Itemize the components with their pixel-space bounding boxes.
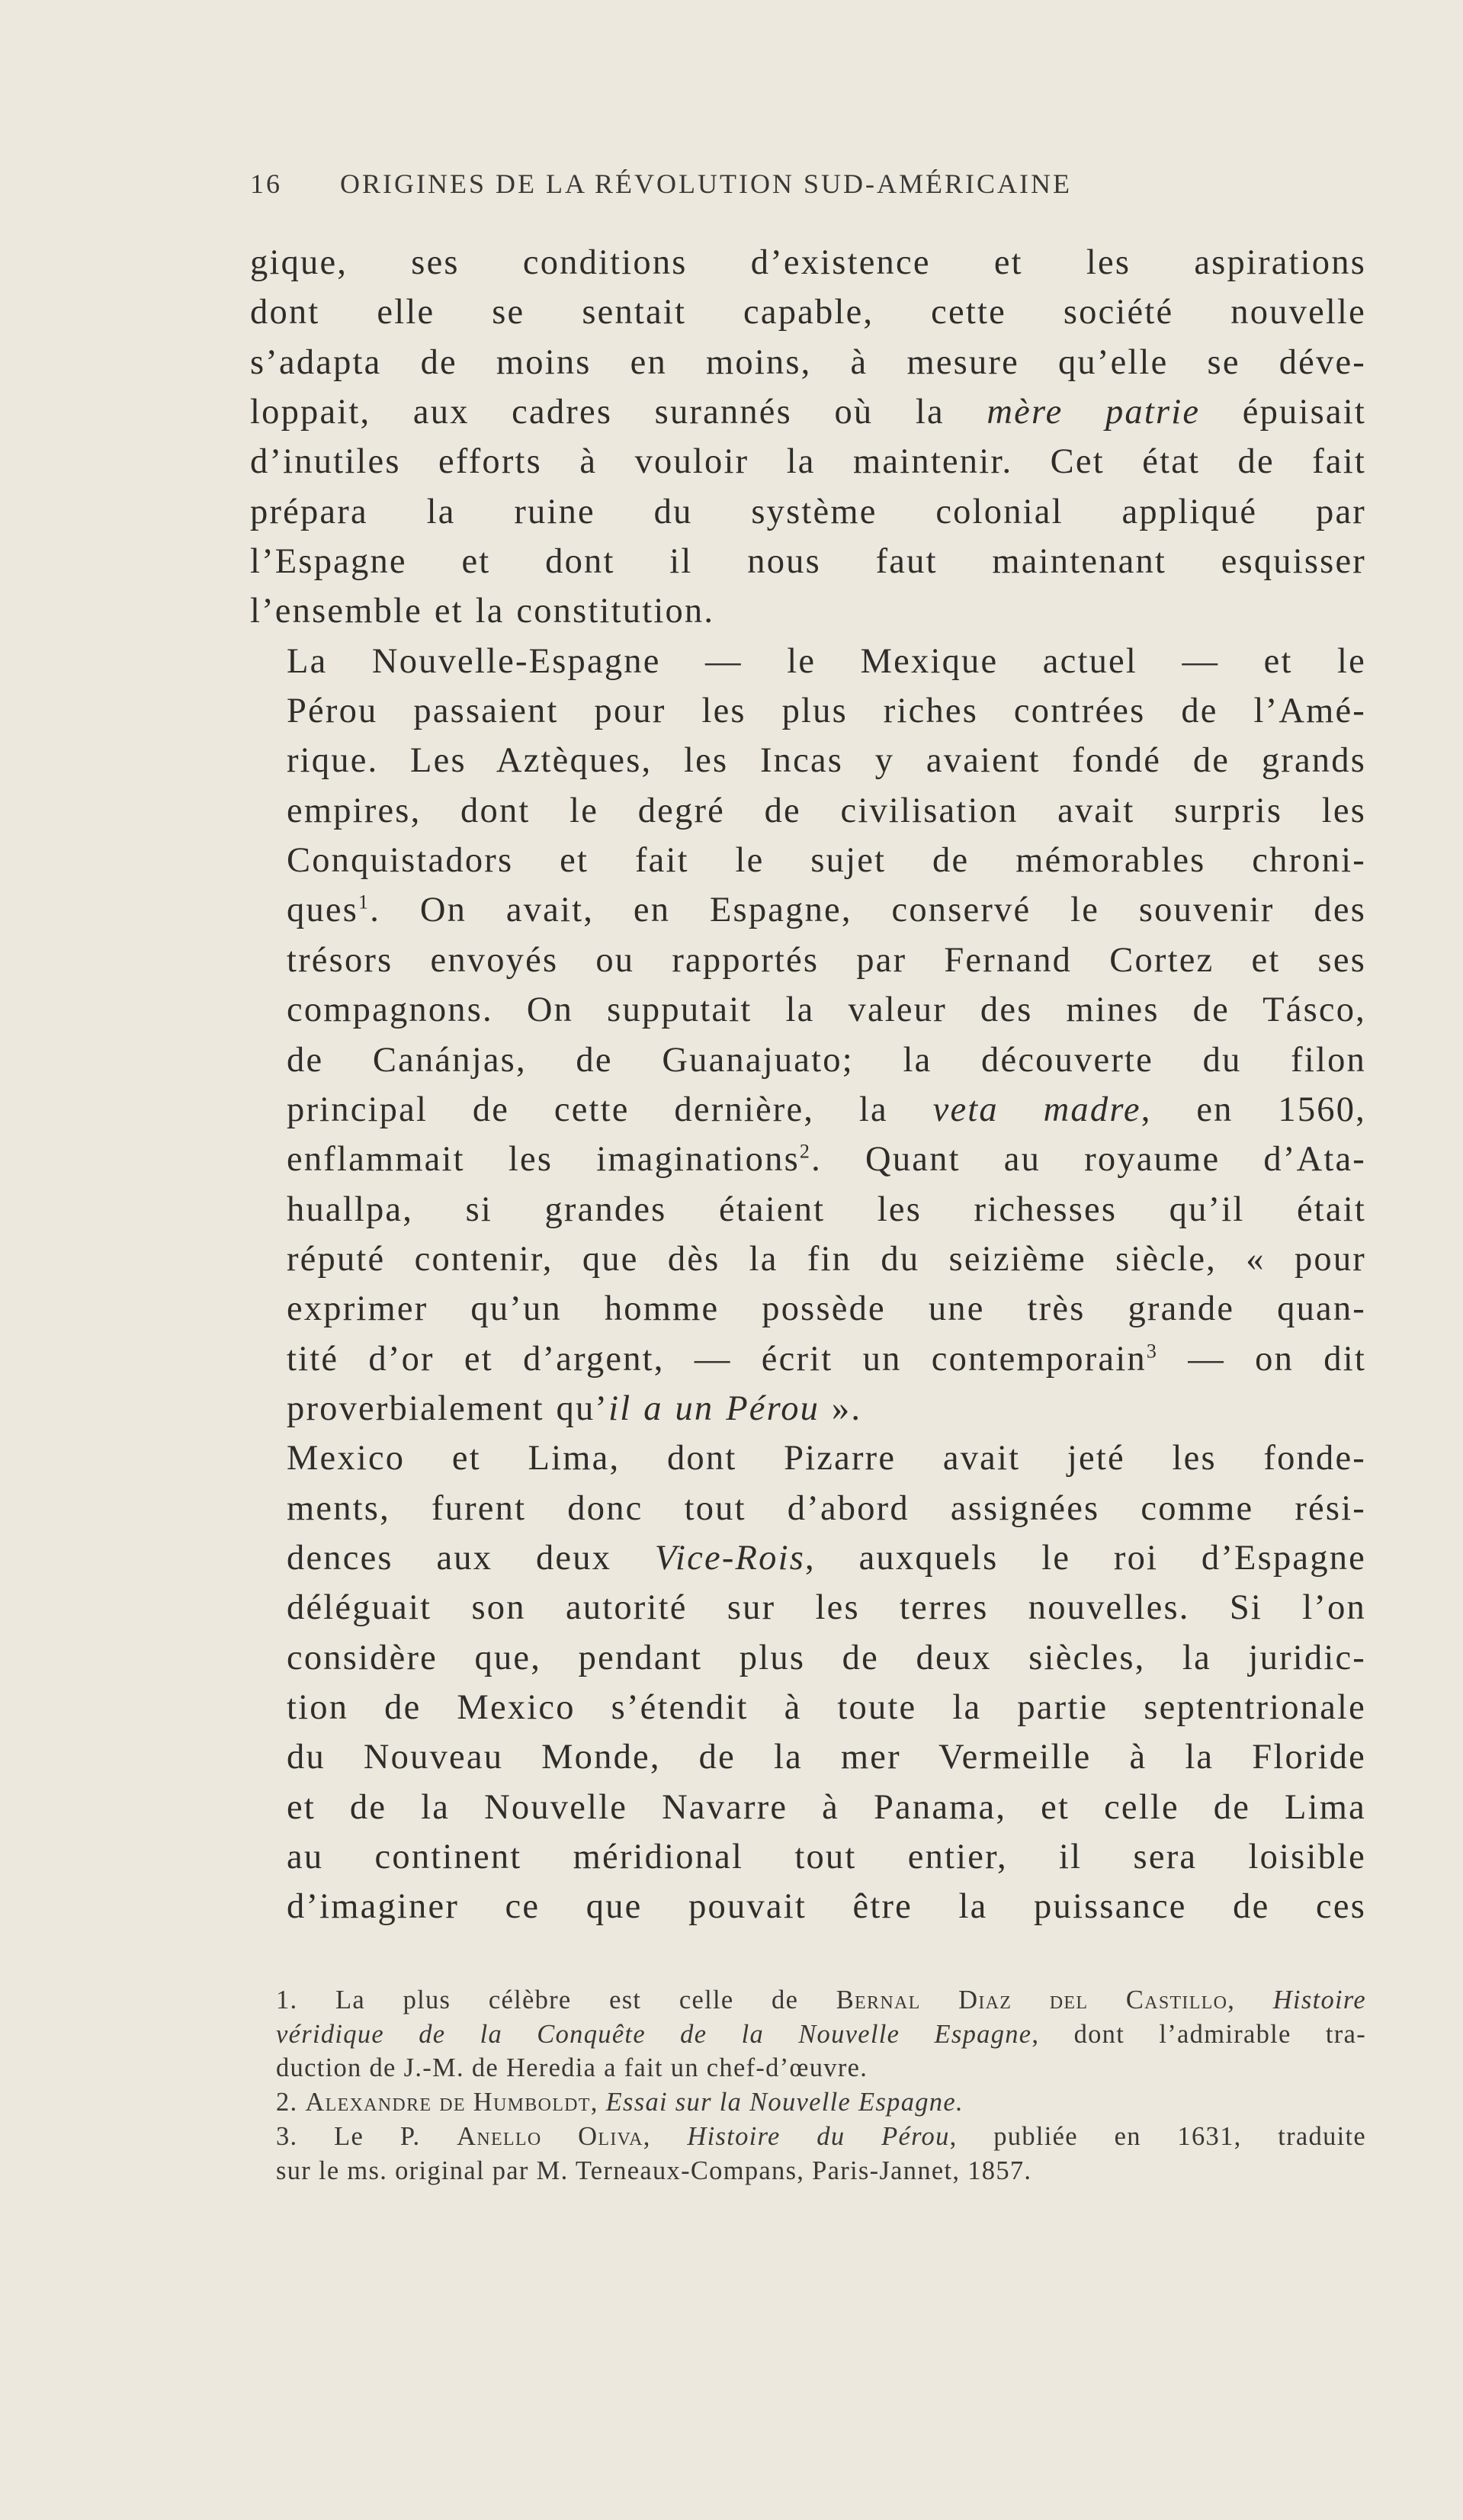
- text-line: Conquistadors et fait le sujet de mémorables chroni-: [287, 841, 1366, 881]
- text-line: trésors envoyés ou rapportés par Fernand Cortez et ses: [287, 940, 1366, 980]
- text-line: proverbialement qu’il a un Pérou ».: [287, 1388, 862, 1428]
- body-text: [250, 238, 1366, 1932]
- text-line: dont elle se sentait capable, cette société nouvelle: [250, 293, 1366, 332]
- text-line: huallpa, si grandes étaient les richesses qu’il était: [287, 1189, 1366, 1229]
- text-line: de Canánjas, de Guanajuato; la découverte du filon: [287, 1040, 1366, 1080]
- text-line: Mexico et Lima, dont Pizarre avait jeté les fonde-: [287, 1439, 1366, 1478]
- text-line: gique, ses conditions d’existence et les aspirations: [250, 243, 1366, 282]
- footnote-3: [250, 2120, 1366, 2188]
- book-title: Histoire du Pérou: [687, 2121, 950, 2151]
- text-line: tité d’or et d’argent, — écrit un contemporain$^3$ — on dit: [287, 1339, 1366, 1379]
- text-line: dences aux deux Vice-Rois, auxquels le roi d’Espagne: [287, 1538, 1366, 1578]
- footnote-ref-3: 3: [1146, 1340, 1159, 1363]
- text-line: au continent méridional tout entier, il sera loisible: [287, 1838, 1366, 1876]
- text-line: principal de cette dernière, la veta madre, en 1560,: [287, 1090, 1366, 1129]
- paragraph-3: [250, 1433, 1366, 1931]
- text-line: considère que, pendant plus de deux siècles, la juridic-: [287, 1638, 1366, 1677]
- text-line: tion de Mexico s’étendit à toute la partie septentrionale: [287, 1687, 1366, 1727]
- text-line: compagnons. On supputait la valeur des mines de Tásco,: [287, 990, 1366, 1030]
- footnote-ref-1: 1: [358, 891, 371, 913]
- author-name: Bernal Diaz del Castillo: [836, 1986, 1228, 2014]
- author-name: Anello Oliva: [457, 2121, 643, 2151]
- italic-term: mère patrie: [987, 393, 1201, 432]
- text-line: enflammait les imaginations$^2$. Quant au royaume d’Ata-: [287, 1140, 1366, 1180]
- paragraph-2: [250, 637, 1366, 1434]
- text-line: exprimer qu’un homme possède une très grande quan-: [287, 1289, 1366, 1329]
- text-line: empires, dont le degré de civilisation avait surpris les: [287, 791, 1366, 830]
- italic-term: veta madre: [932, 1090, 1141, 1129]
- text-line: d’imaginer ce que pouvait être la puissance de ces: [287, 1887, 1366, 1927]
- text-line: déléguait son autorité sur les terres nouvelles. Si l’on: [287, 1588, 1366, 1628]
- footnote-ref-2: 2: [799, 1140, 812, 1163]
- book-title: véridique de la Conquête de la Nouvelle Espagne: [276, 2019, 1032, 2049]
- text-line: ques$^1$. On avait, en Espagne, conservé le souvenir des: [287, 891, 1366, 930]
- text-line: ments, furent donc tout d’abord assignées comme rési-: [287, 1488, 1366, 1528]
- text-line: l’ensemble et la constitution.: [250, 592, 715, 631]
- footnote-1: [250, 1983, 1366, 2085]
- text-line: sur le ms. original par M. Terneaux-Compans, Paris-Jannet, 1857.: [276, 2156, 1032, 2185]
- text-line: d’inutiles efforts à vouloir la maintenir. Cet état de fait: [250, 442, 1366, 482]
- text-line: 3. Le P. Anello Oliva, Histoire du Pérou, publiée en 1631, traduite: [276, 2121, 1367, 2151]
- text-line: et de la Nouvelle Navarre à Panama, et celle de Lima: [287, 1787, 1366, 1827]
- italic-term: il a un Pérou: [608, 1388, 820, 1428]
- text-line: du Nouveau Monde, de la mer Vermeille à la Floride: [287, 1738, 1366, 1777]
- page-number: 16: [250, 169, 282, 199]
- author-name: Alexandre de Humboldt: [305, 2088, 591, 2117]
- text-line: loppait, aux cadres surannés où la mère patrie épuisait: [250, 393, 1366, 432]
- text-line: La Nouvelle-Espagne — le Mexique actuel — et le: [287, 641, 1366, 681]
- text-line: Pérou passaient pour les plus riches contrées de l’Amé-: [287, 692, 1366, 731]
- running-title: ORIGINES DE LA RÉVOLUTION SUD-AMÉRICAINE: [340, 169, 1072, 199]
- footnotes: [250, 1983, 1366, 2188]
- text-line: l’Espagne et dont il nous faut maintenant esquisser: [250, 542, 1366, 582]
- text-line: 2. Alexandre de Humboldt, Essai sur la Nouvelle Espagne.: [276, 2088, 964, 2117]
- italic-term: Vice-Rois: [654, 1538, 805, 1578]
- text-line: duction de J.-M. de Heredia a fait un chef-d’œuvre.: [276, 2053, 868, 2083]
- text-line: 1. La plus célèbre est celle de Bernal Diaz del Castillo, Histoire: [276, 1986, 1366, 2014]
- book-title: Essai sur la Nouvelle Espagne.: [605, 2088, 964, 2117]
- text-line: réputé contenir, que dès la fin du seizième siècle, « pour: [287, 1239, 1366, 1279]
- text-line: véridique de la Conquête de la Nouvelle Espagne, dont l’admirable tra-: [276, 2019, 1366, 2049]
- text-line: prépara la ruine du système colonial appliqué par: [250, 492, 1366, 531]
- running-head: [250, 168, 1226, 200]
- text-line: rique. Les Aztèques, les Incas y avaient fondé de grands: [287, 741, 1366, 781]
- footnote-2: [250, 2085, 1366, 2120]
- text-line: s’adapta de moins en moins, à mesure qu’elle se déve-: [250, 342, 1366, 382]
- paragraph-1: [250, 238, 1366, 637]
